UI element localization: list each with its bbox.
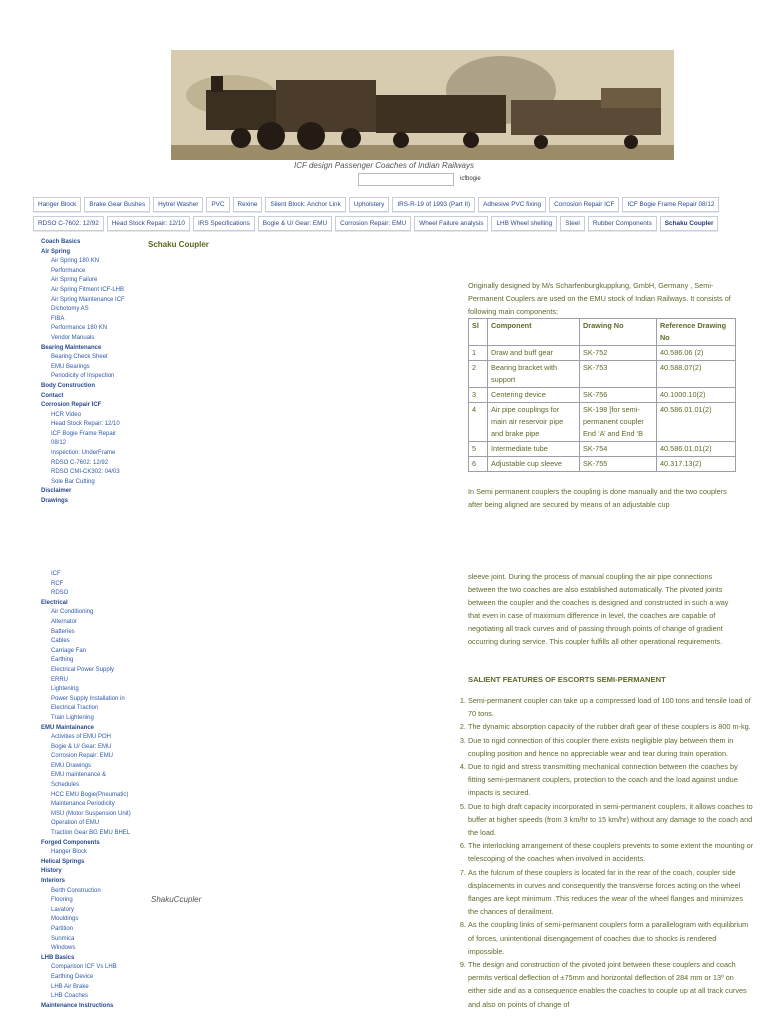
sidebar-section-link[interactable]: Air Spring (41, 248, 71, 255)
sidebar-section-link[interactable]: Coach Basics (41, 239, 81, 245)
banner-caption: ICF design Passenger Coaches of Indian Railways (294, 161, 474, 170)
nav-tab[interactable]: RDSO C-7602: 12/92 (33, 216, 104, 231)
paragraph-coupling: In Semi permanent couplers the coupling is done manually and the two couplers after being aligned are secured by means of an adjustable cup (468, 487, 727, 509)
sidebar-item-link[interactable]: Electrical Power Supply (51, 666, 115, 673)
table-cell: 40.586.06 (2) (657, 346, 736, 361)
sidebar-menu-top (41, 238, 125, 507)
sidebar-item-link[interactable]: Corrosion Repair: EMU (51, 753, 114, 760)
sidebar-section-link[interactable]: Interiors (41, 878, 66, 884)
sidebar-item-link[interactable]: Partition (51, 925, 74, 932)
sidebar-item-link[interactable]: Power Supply Installation in (51, 695, 125, 702)
sidebar-item-link[interactable]: Bogie & U/ Gear: EMU (51, 743, 112, 750)
nav-tab[interactable]: ICF Bogie Frame Repair 08/12 (622, 197, 719, 212)
sidebar-item-link[interactable]: Head Stock Repair: 12/10 (51, 421, 120, 428)
nav-tab[interactable]: LHB Wheel shelling (491, 216, 557, 231)
sidebar-item-link[interactable]: MSU (Motor Suspension Unit) (51, 810, 131, 817)
nav-tab[interactable]: Hytrel Washer (153, 197, 203, 212)
sidebar-item-link[interactable]: Comparison ICF Vs LHB (51, 964, 117, 971)
sidebar-item-link[interactable]: Schedules (51, 782, 80, 789)
sidebar-item-link[interactable]: EMU Drawings (51, 762, 92, 769)
sidebar-item-link[interactable]: HCR Video (51, 411, 81, 418)
feature-item: 7. As the fulcrum of these couplers is located far in the rear of the coach, coupler side displacements in curves and consequently the transverse forces acting on the wheel flanges are kept minimum .This reduces the wear of the wheel flanges and minimizes the chances of derailment. (468, 866, 754, 919)
table-cell: Centering device (488, 388, 580, 403)
site-search (358, 172, 481, 186)
sidebar-item-link[interactable]: Bearing Check Sheet (51, 354, 108, 361)
sidebar-item-link[interactable]: Batteries (51, 628, 75, 635)
sidebar-section-link[interactable]: Maintenance Instructions (41, 1002, 114, 1009)
sidebar-item-link[interactable]: Mouldings (51, 916, 79, 923)
sidebar-item-link[interactable]: Performance 180 KN (51, 325, 108, 332)
sidebar-item-link[interactable]: EMU Bearings (51, 363, 90, 370)
table-cell: 3 (469, 388, 488, 403)
nav-tab[interactable]: Head Stock Repair: 12/10 (107, 216, 190, 231)
sidebar-item-link[interactable]: Vendor Manuals (51, 334, 95, 341)
table-row (469, 442, 736, 457)
sidebar-item-link[interactable]: Operation of EMU (51, 820, 100, 827)
table-cell: 4 (469, 403, 488, 442)
sidebar-item-link[interactable]: RDSO CMI-CK302: 04/03 (51, 469, 120, 476)
sidebar-item-link[interactable]: Sole Bar Cutting (51, 478, 95, 485)
sidebar-item-link[interactable]: Air Spring Fitment ICF-LHB (51, 286, 125, 293)
nav-tab[interactable]: Corrosion Repair ICF (549, 197, 619, 212)
nav-tab[interactable]: PVC (206, 197, 229, 212)
nav-tab[interactable]: Schaku Coupler (660, 216, 719, 231)
sidebar-section-link[interactable]: Forged Components (41, 839, 100, 846)
table-cell: 2 (469, 361, 488, 388)
table-cell: SK-752 (580, 346, 657, 361)
nav-tab[interactable]: Brake Gear Bushes (84, 197, 150, 212)
table-cell: Intermediate tube (488, 442, 580, 457)
search-label: icfbogie (460, 176, 481, 182)
sidebar-item-link[interactable]: Alternator (51, 618, 78, 625)
top-nav-row-1 (33, 197, 737, 212)
components-table (468, 318, 736, 472)
sidebar-item-link[interactable]: Dichotomy AS (51, 306, 89, 313)
sidebar-section-link[interactable]: Bearing Maintenance (41, 344, 102, 351)
table-cell: 40.1000.10(2) (657, 388, 736, 403)
sidebar-item-link[interactable]: LHB Coaches (51, 993, 89, 1000)
sidebar-item-link[interactable]: Flooring (51, 897, 73, 904)
sidebar-section-link[interactable]: Disclaimer (41, 488, 72, 495)
feature-item: 2. The dynamic absorption capacity of the rubber draft gear of these couplers is 800 m-kg. (468, 720, 754, 733)
features-list (450, 694, 754, 1011)
table-header: Reference Drawing No (657, 319, 736, 346)
table-header: Drawing No (580, 319, 657, 346)
coupler-image-caption: ShakuCcupler (151, 895, 202, 904)
sidebar-item-link[interactable]: Traction Gear BG EMU BHEL (51, 830, 131, 837)
sidebar-section-link[interactable]: Body Construction (41, 382, 95, 389)
sidebar-item-link[interactable]: RDSO (51, 590, 69, 597)
sidebar-item-link[interactable]: Lavatory (51, 906, 75, 913)
nav-tab[interactable]: Upholstery (349, 197, 390, 212)
components-table-wrap (468, 318, 736, 472)
table-cell: 40.586.01.01(2) (657, 403, 736, 442)
sidebar-item-link[interactable]: Air Conditioning (51, 609, 94, 616)
table-cell: Adjustable cup sleeve (488, 457, 580, 472)
sidebar-item-link[interactable]: Berth Construction (51, 887, 101, 894)
nav-tab[interactable]: Steel (560, 216, 585, 231)
table-cell: Air pipe couplings for main air reservoir pipe and brake pipe (488, 403, 580, 442)
sidebar-section-link[interactable]: Electrical (41, 599, 68, 606)
table-cell: 6 (469, 457, 488, 472)
nav-tab[interactable]: IRS-R-19 of 1993 (Part II) (392, 197, 475, 212)
sidebar-item-link[interactable]: ERRU (51, 676, 69, 683)
sidebar-item-link[interactable]: HCC EMU Bogie(Pneumatic) (51, 791, 129, 798)
sidebar-item-link[interactable]: Electrical Traction (51, 705, 99, 712)
table-cell: Bearing bracket with support (488, 361, 580, 388)
feature-item: 9. The design and construction of the pivoted joint between these couplers and coach permits vertical deflection of ±75mm and horizontal deflection of 284 mm or 13º on either side and as a consequence enables the coaches to couple up at all track curves and also on points of change of (468, 958, 754, 1011)
table-row (469, 457, 736, 472)
sidebar-item-link[interactable]: RDSO C-7602: 12/92 (51, 459, 109, 466)
nav-tab[interactable]: Hanger Block (33, 197, 81, 212)
table-header-row (469, 319, 736, 346)
sidebar-item-link[interactable]: Air Spring 180 KN (51, 258, 100, 265)
table-cell: SK-198 [for semi-permanent coupler End ‘A’ and End ‘B (580, 403, 657, 442)
table-cell: SK-755 (580, 457, 657, 472)
locomotive-illustration (171, 50, 674, 160)
sidebar-item-link[interactable]: 08/12 (51, 440, 67, 447)
feature-item: 6. The interlocking arrangement of these couplers prevents to some extent the mounting or telescoping of the coaches when involved in accidents. (468, 839, 754, 865)
sidebar-item-link[interactable]: ICF Bogie Frame Repair (51, 430, 117, 437)
sidebar-section-link[interactable]: History (41, 868, 62, 875)
intro-paragraph: Originally designed by M/s Scharfenburgkupplung, GmbH, Germany , Semi-Permanent Couplers are used on the EMU stock of Indian Railways. It consists of following main components; (468, 281, 731, 316)
sidebar-item-link[interactable]: EMU maintenance & (51, 772, 107, 779)
sidebar-item-link[interactable]: LHB Air Brake (51, 983, 89, 990)
table-row (469, 361, 736, 388)
nav-tab[interactable]: Rexine (233, 197, 263, 212)
sidebar-item-link[interactable]: Earthing Device (51, 973, 94, 980)
sidebar-section-link[interactable]: Corrosion Repair ICF (41, 402, 102, 409)
sidebar-item-link[interactable]: ICF (51, 571, 61, 577)
sidebar-item-link[interactable]: Activities of EMU POH (51, 734, 112, 741)
table-cell: Draw and buff gear (488, 346, 580, 361)
sidebar-item-link[interactable]: Periodicity of Inspection (51, 373, 115, 380)
feature-item: 8. As the coupling links of semi-permanent couplers form a parallelogram with equilibrium of forces, unintentional disengagement of coaches due to shocks is rendered impossible. (468, 918, 754, 958)
sidebar-item-link[interactable]: Air Spring Failure (51, 277, 98, 284)
sidebar-item-link[interactable]: Lightening (51, 686, 79, 693)
table-header: Sl (469, 319, 488, 346)
nav-tab[interactable]: Wheel Failure analysis (414, 216, 488, 231)
sidebar-item-link[interactable]: Cables (51, 638, 70, 645)
table-cell: SK-754 (580, 442, 657, 457)
table-row (469, 346, 736, 361)
sidebar-item-link[interactable]: Train Lightening (51, 714, 94, 721)
sidebar-item-link[interactable]: RCF (51, 580, 64, 587)
nav-tab[interactable]: Corrosion Repair: EMU (335, 216, 411, 231)
table-row (469, 403, 736, 442)
sidebar-section-link[interactable]: LHB Basics (41, 954, 75, 961)
nav-tab[interactable]: Silent Block: Anchor Link (265, 197, 345, 212)
top-nav-row-2 (33, 216, 737, 231)
sidebar-item-link[interactable]: Inspection: UnderFrame (51, 450, 116, 457)
table-cell: SK-753 (580, 361, 657, 388)
feature-item: 4. Due to rigid and stress transmitting mechanical connection between the coaches by fitting semi-permanent couplers, protection to the coach and the load against undue impacts is secured. (468, 760, 754, 800)
sidebar-item-link[interactable]: Performance (51, 267, 86, 274)
header-banner-image (171, 50, 674, 160)
sidebar-item-link[interactable]: Air Spring Maintenance ICF (51, 296, 125, 303)
feature-item: 1. Semi-permanent coupler can take up a compressed load of 100 tons and tensile load of 70 tons. (468, 694, 754, 720)
sidebar-item-link[interactable]: FIBA (51, 315, 65, 322)
table-row (469, 388, 736, 403)
table-cell: 40.588.07(2) (657, 361, 736, 388)
nav-tab[interactable]: Rubber Components (588, 216, 657, 231)
table-cell: 5 (469, 442, 488, 457)
feature-item: 5. Due to high draft capacity incorporated in semi-permanent couplers, it allows coaches to buffer at higher speeds (from 3 km/hr to 15 km/hr) without any damage to the coach and the load. (468, 800, 754, 840)
sidebar-section-link[interactable]: EMU Maintainance (41, 724, 95, 731)
sidebar-item-link[interactable]: Maintenance Periodicity (51, 801, 115, 808)
table-header: Component (488, 319, 580, 346)
sidebar-item-link[interactable]: Hanger Block (51, 849, 88, 856)
sidebar-item-link[interactable]: Carriage Fan (51, 647, 87, 654)
sidebar-item-link[interactable]: Sunmica (51, 935, 75, 942)
page-title: Schaku Coupler (148, 240, 209, 249)
sidebar-section-link[interactable]: Helical Springs (41, 858, 85, 865)
sidebar-section-link[interactable]: Contact (41, 392, 64, 399)
table-cell: SK-756 (580, 388, 657, 403)
table-cell: 1 (469, 346, 488, 361)
sidebar-item-link[interactable]: Windows (51, 945, 76, 952)
sidebar-menu-bottom (41, 570, 131, 1011)
nav-tab[interactable]: Adhesive PVC fixing (478, 197, 546, 212)
table-cell: 40.317.13(2) (657, 457, 736, 472)
paragraph-sleeve-joint: sleeve joint. During the process of manual coupling the air pipe connections between the two coaches are also established automatically. The pivoted joints between the coupler and the coaches is designed and constructed in such a way that even in case of maximum difference in level, the coaches are capable of negotiating all track curves and of passing through points of change of gradient occurring during service. This coupler fulfills all other operational requirements. (468, 572, 729, 646)
sidebar-section-link[interactable]: Drawings (41, 498, 69, 505)
feature-item: 3. Due to rigid connection of this coupler there exists negligible play between them in coupling position and hence no appreciable wear and tear during train operation. (468, 734, 754, 760)
sidebar-item-link[interactable]: Earthing (51, 657, 74, 664)
nav-tab[interactable]: Bogie & U/ Gear: EMU (258, 216, 332, 231)
table-cell: 40.586.01.01(2) (657, 442, 736, 457)
features-heading: SALIENT FEATURES OF ESCORTS SEMI-PERMANENT (468, 675, 666, 684)
nav-tab[interactable]: IRS Specifications (193, 216, 255, 231)
search-input[interactable] (358, 173, 454, 186)
